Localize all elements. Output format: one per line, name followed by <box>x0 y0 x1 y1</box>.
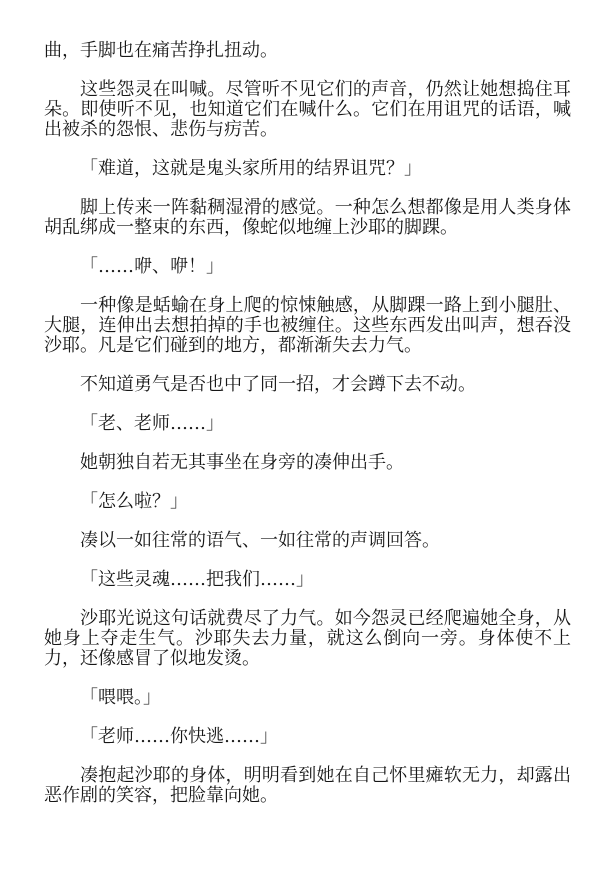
paragraph-narration: 她朝独自若无其事坐在身旁的凑伸出手。 <box>80 452 404 473</box>
paragraph-narration: 凑抱起沙耶的身体，明明看到她在自己怀里瘫软无力，却露出恶作剧的笑容，把脸靠向她。 <box>44 765 571 806</box>
dialogue-line: 「老师……你快逃……」 <box>80 726 278 747</box>
paragraph-narration: 凑以一如往常的语气、一如往常的声调回答。 <box>80 530 440 551</box>
dialogue-line: 「喂喂。」 <box>80 687 161 708</box>
dialogue-line: 「老、老师……」 <box>80 413 224 434</box>
dialogue-line: 「怎么啦？」 <box>80 491 188 512</box>
paragraph-narration: 脚上传来一阵黏稠湿滑的感觉。一种怎么想都像是用人类身体胡乱绑成一整束的东西，像蛇似地缠上沙耶的脚踝。 <box>44 197 571 238</box>
paragraph-narration: 这些怨灵在叫喊。尽管听不见它们的声音，仍然让她想捣住耳朵。即使听不见，也知道它们在喊什么。它们在用诅咒的话语，喊出被杀的怨恨、悲伤与疠苦。 <box>44 79 571 140</box>
dialogue-line: 「……咿、咿！」 <box>80 256 224 277</box>
dialogue-line: 「难道，这就是鬼头家所用的结界诅咒？」 <box>80 158 422 179</box>
paragraph-continuation: 曲，手脚也在痛苦挣扎扭动。 <box>44 40 278 61</box>
paragraph-narration: 沙耶光说这句话就费尽了力气。如今怨灵已经爬遍她全身，从她身上夺走生气。沙耶失去力量，就这么倒向一旁。身体使不上力，还像感冒了似地发烫。 <box>44 608 571 669</box>
paragraph-narration: 一种像是蛞蝓在身上爬的惊悚触感，从脚踝一路上到小腿肚、大腿，连伸出去想拍掉的手也被缠住。这些东西发出叫声，想吞没沙耶。凡是它们碰到的地方，都渐渐失去力气。 <box>44 295 571 356</box>
dialogue-line: 「这些灵魂……把我们……」 <box>80 569 314 590</box>
paragraph-narration: 不知道勇气是否也中了同一招，才会蹲下去不动。 <box>80 374 476 395</box>
